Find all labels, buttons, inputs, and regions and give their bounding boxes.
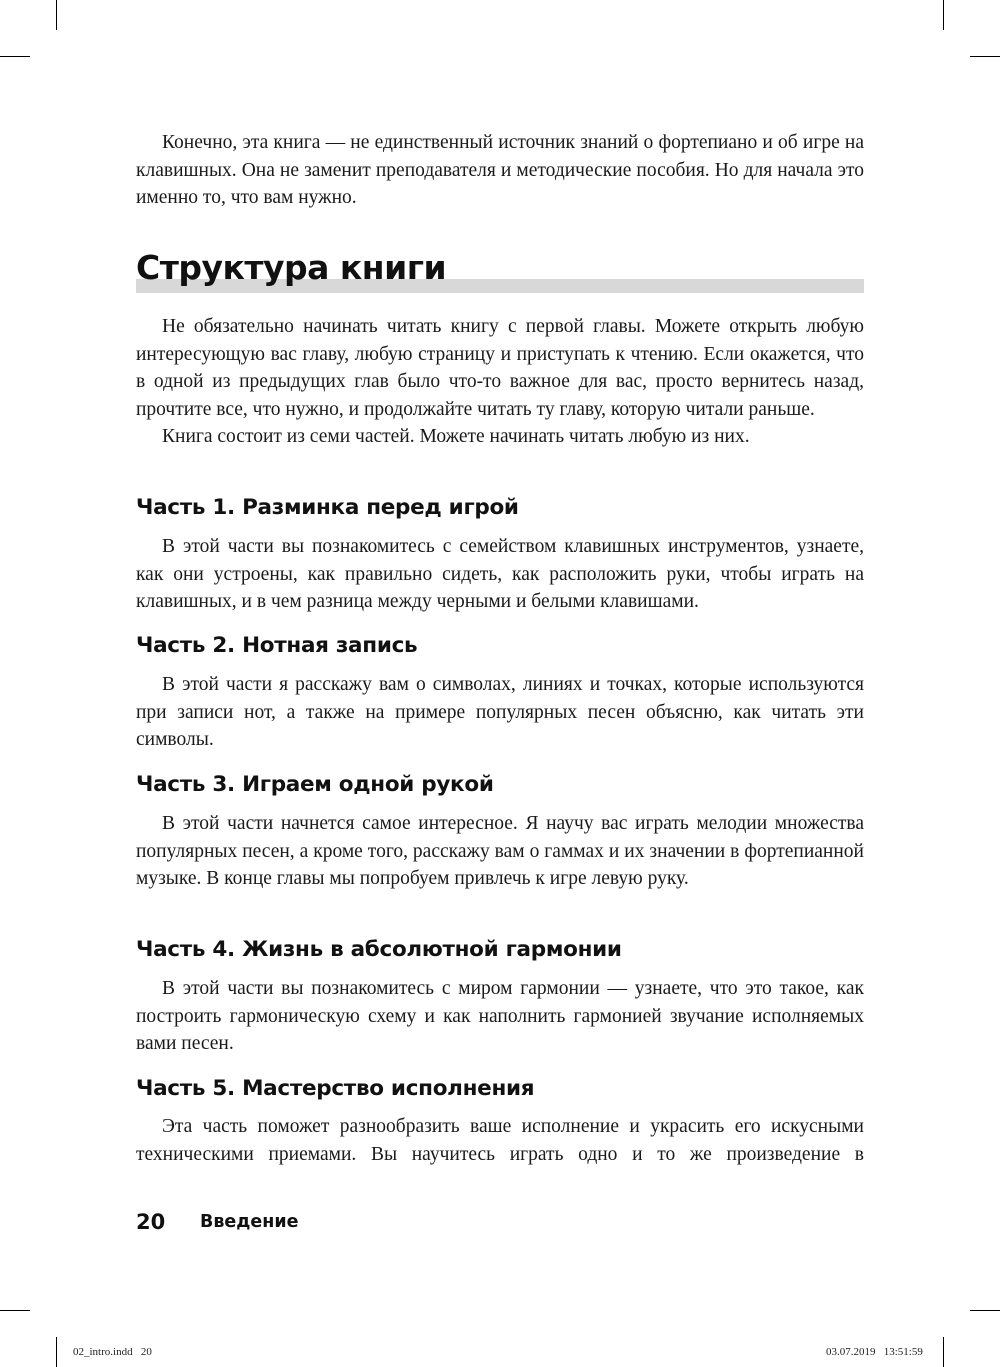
part-5-text: Эта часть поможет разнообразить ваше исполнение и украсить его искусными техническими приемами. Вы научитесь играть одно и то же произведение в: [136, 1116, 864, 1165]
part-4-body: [136, 975, 864, 1058]
crop-mark: [943, 0, 944, 30]
crop-mark: [0, 1310, 30, 1311]
section-paragraph: Книга состоит из семи частей. Можете начинать читать любую из них.: [162, 426, 750, 448]
section-title: Структура книги: [136, 248, 447, 287]
part-5-heading: Часть 5. Мастерство исполнения: [136, 1076, 535, 1101]
intro-block: [136, 129, 864, 212]
crop-mark: [943, 1337, 944, 1367]
part-5-body: [136, 1113, 864, 1168]
part-1-heading: Часть 1. Разминка перед игрой: [136, 495, 519, 520]
part-2-body: [136, 671, 864, 754]
crop-mark: [56, 0, 57, 30]
running-footer-section: Введение: [200, 1212, 299, 1232]
crop-mark: [56, 1337, 57, 1367]
page-number: 20: [136, 1210, 166, 1234]
part-4-text: В этой части вы познакомитесь с миром гармонии — узнаете, что это такое, как построить гармоническую схему и как наполнить гармонией звучание исполняемых вами песен.: [136, 978, 864, 1055]
part-1-text: В этой части вы познакомитесь с семейством клавишных инструментов, узнаете, как они устроены, как правильно сидеть, как расположить руки, чтобы играть на клавишных, и в чем разница между черными и белыми клавишами.: [136, 536, 864, 613]
part-4-heading: Часть 4. Жизнь в абсолютной гармонии: [136, 937, 622, 962]
crop-mark: [970, 1310, 1000, 1311]
part-2-text: В этой части я расскажу вам о символах, линиях и точках, которые используются при записи нот, а также на примере популярных песен объясню, как читать эти символы.: [136, 674, 864, 751]
crop-mark: [0, 56, 30, 57]
crop-mark: [970, 56, 1000, 57]
section-paragraph: Не обязательно начинать читать книгу с первой главы. Можете открыть любую интересующую вас главу, любую страницу и приступать к чтению. Если окажется, что в одной из предыдущих глав было что-то важное для вас, просто вернитесь назад, прочтите все, что нужно, и продолжайте читать ту главу, которую читали раньше.: [136, 316, 864, 420]
part-3-body: [136, 810, 864, 893]
intro-paragraph: Конечно, эта книга — не единственный источник знаний о фортепиано и об игре на клавишных. Она не заменит преподавателя и методические пособия. Но для начала это именно то, что вам нужно.: [136, 132, 864, 209]
part-2-heading: Часть 2. Нотная запись: [136, 633, 418, 658]
part-3-text: В этой части начнется самое интересное. Я научу вас играть мелодии множества популярных песен, а кроме того, расскажу вам о гаммах и их значении в фортепианной музыке. В конце главы мы попробуем привлечь к игре левую руку.: [136, 813, 864, 890]
slug-filename: 02_intro.indd 20: [73, 1346, 152, 1358]
section-body: [136, 313, 864, 451]
section-heading: [136, 246, 864, 296]
part-3-heading: Часть 3. Играем одной рукой: [136, 772, 494, 797]
slug-datetime: 03.07.2019 13:51:59: [826, 1346, 923, 1358]
part-1-body: [136, 533, 864, 616]
